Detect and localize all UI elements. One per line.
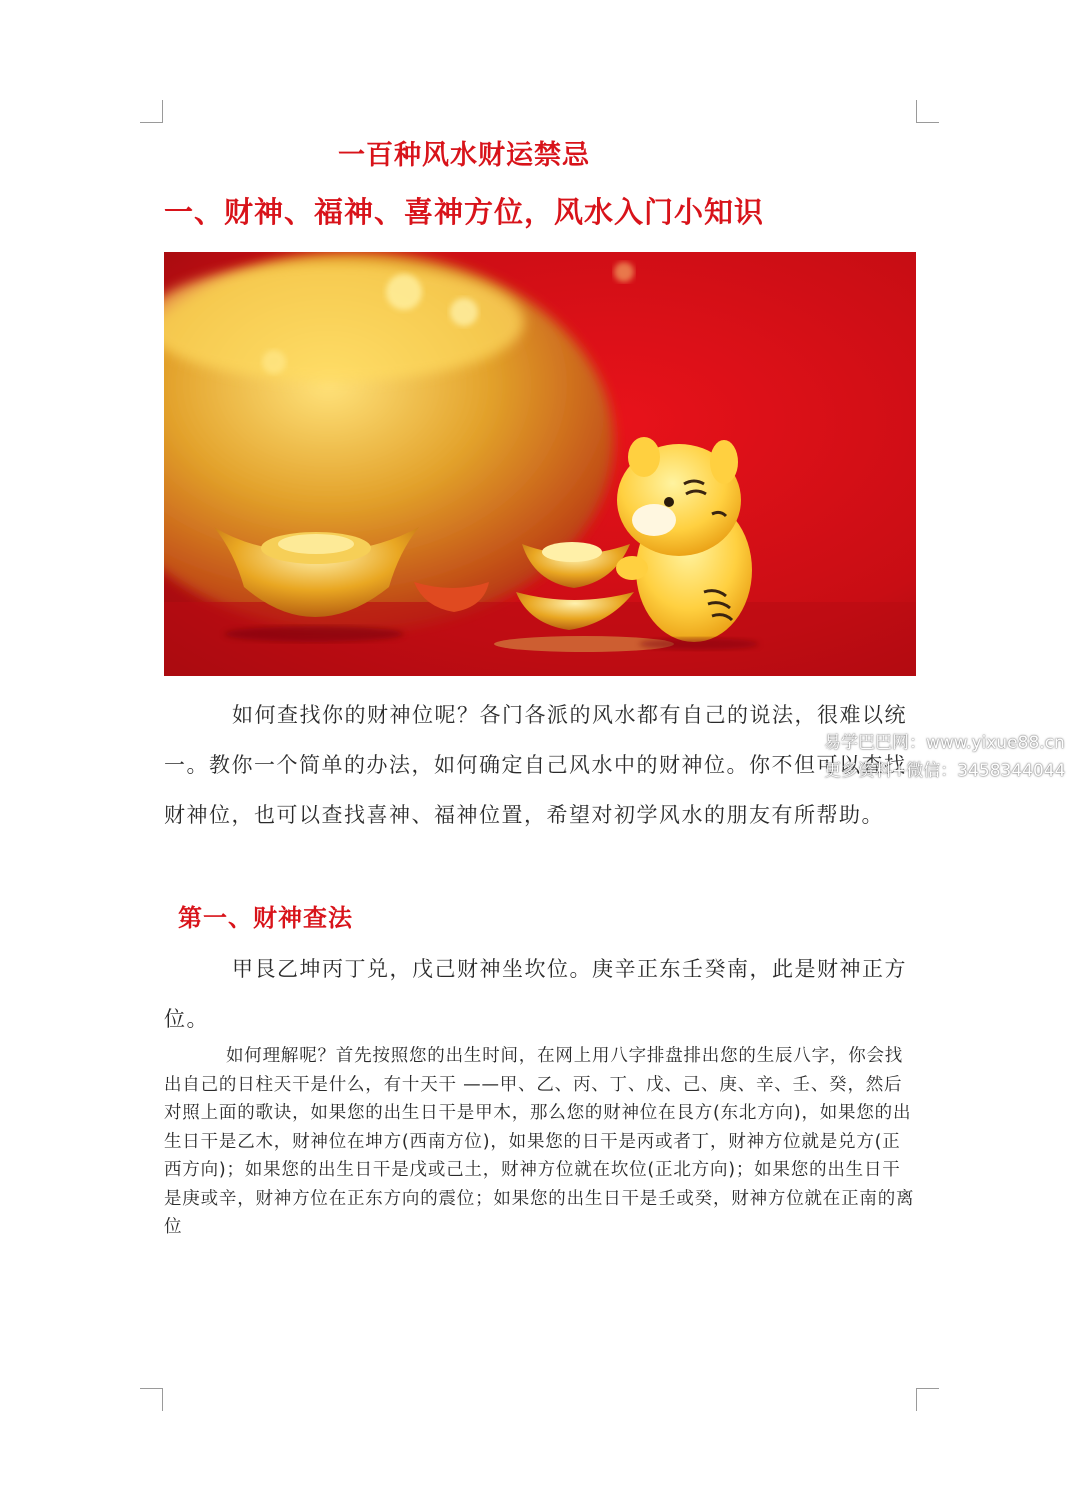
explanation-paragraph: 如何理解呢？首先按照您的出生时间，在网上用八字排盘排出您的生辰八字，你会找出自己的日柱天干是什么，有十天干 ——甲、乙、丙、丁、戊、己、庚、辛、壬、癸，然后对照上面的歌诀，如果您的出生日干是甲木，那么您的财神位在艮方(东北方向)，如果您的出生日干是乙木，财神位在坤方(西南方位)，如果您的日干是丙或者丁，财神方位就是兑方(正西方向)；如果您的出生日干是戊或己土，财神方位就在坎位(正北方向)；如果您的出生日干是庚或辛，财神方位在正东方向的震位；如果您的出生日干是壬或癸，财神方位就在正南的离位 (164, 1046, 915, 1237)
page-corner-mark-top-right (916, 100, 939, 123)
document-title: 一百种风水财运禁忌 (338, 140, 590, 171)
watermark-contact: 更多资料+微信：3458344044 (824, 761, 1066, 781)
section-heading: 一、财神、福神、喜神方位，风水入门小知识 (164, 195, 765, 229)
subsection-heading: 第一、财神查法 (178, 904, 353, 932)
intro-paragraph: 如何查找你的财神位呢？各门各派的风水都有自己的说法，很难以统一。教你一个简单的办法，如何确定自己风水中的财神位。你不但可以查找财神位，也可以查找喜神、福神位置，希望对初学风水的朋友有所帮助。 (164, 703, 907, 827)
verse-paragraph: 甲艮乙坤丙丁兑，戊己财神坐坎位。庚辛正东壬癸南，此是财神正方位。 (164, 957, 907, 1031)
page-corner-mark-bottom-left (140, 1388, 163, 1411)
page-corner-mark-bottom-right (916, 1388, 939, 1411)
gold-ingots-tiger-photo (164, 252, 916, 676)
watermark-website: 易学巴巴网：www.yixue88.cn (824, 733, 1065, 753)
page-corner-mark-top-left (140, 100, 163, 123)
